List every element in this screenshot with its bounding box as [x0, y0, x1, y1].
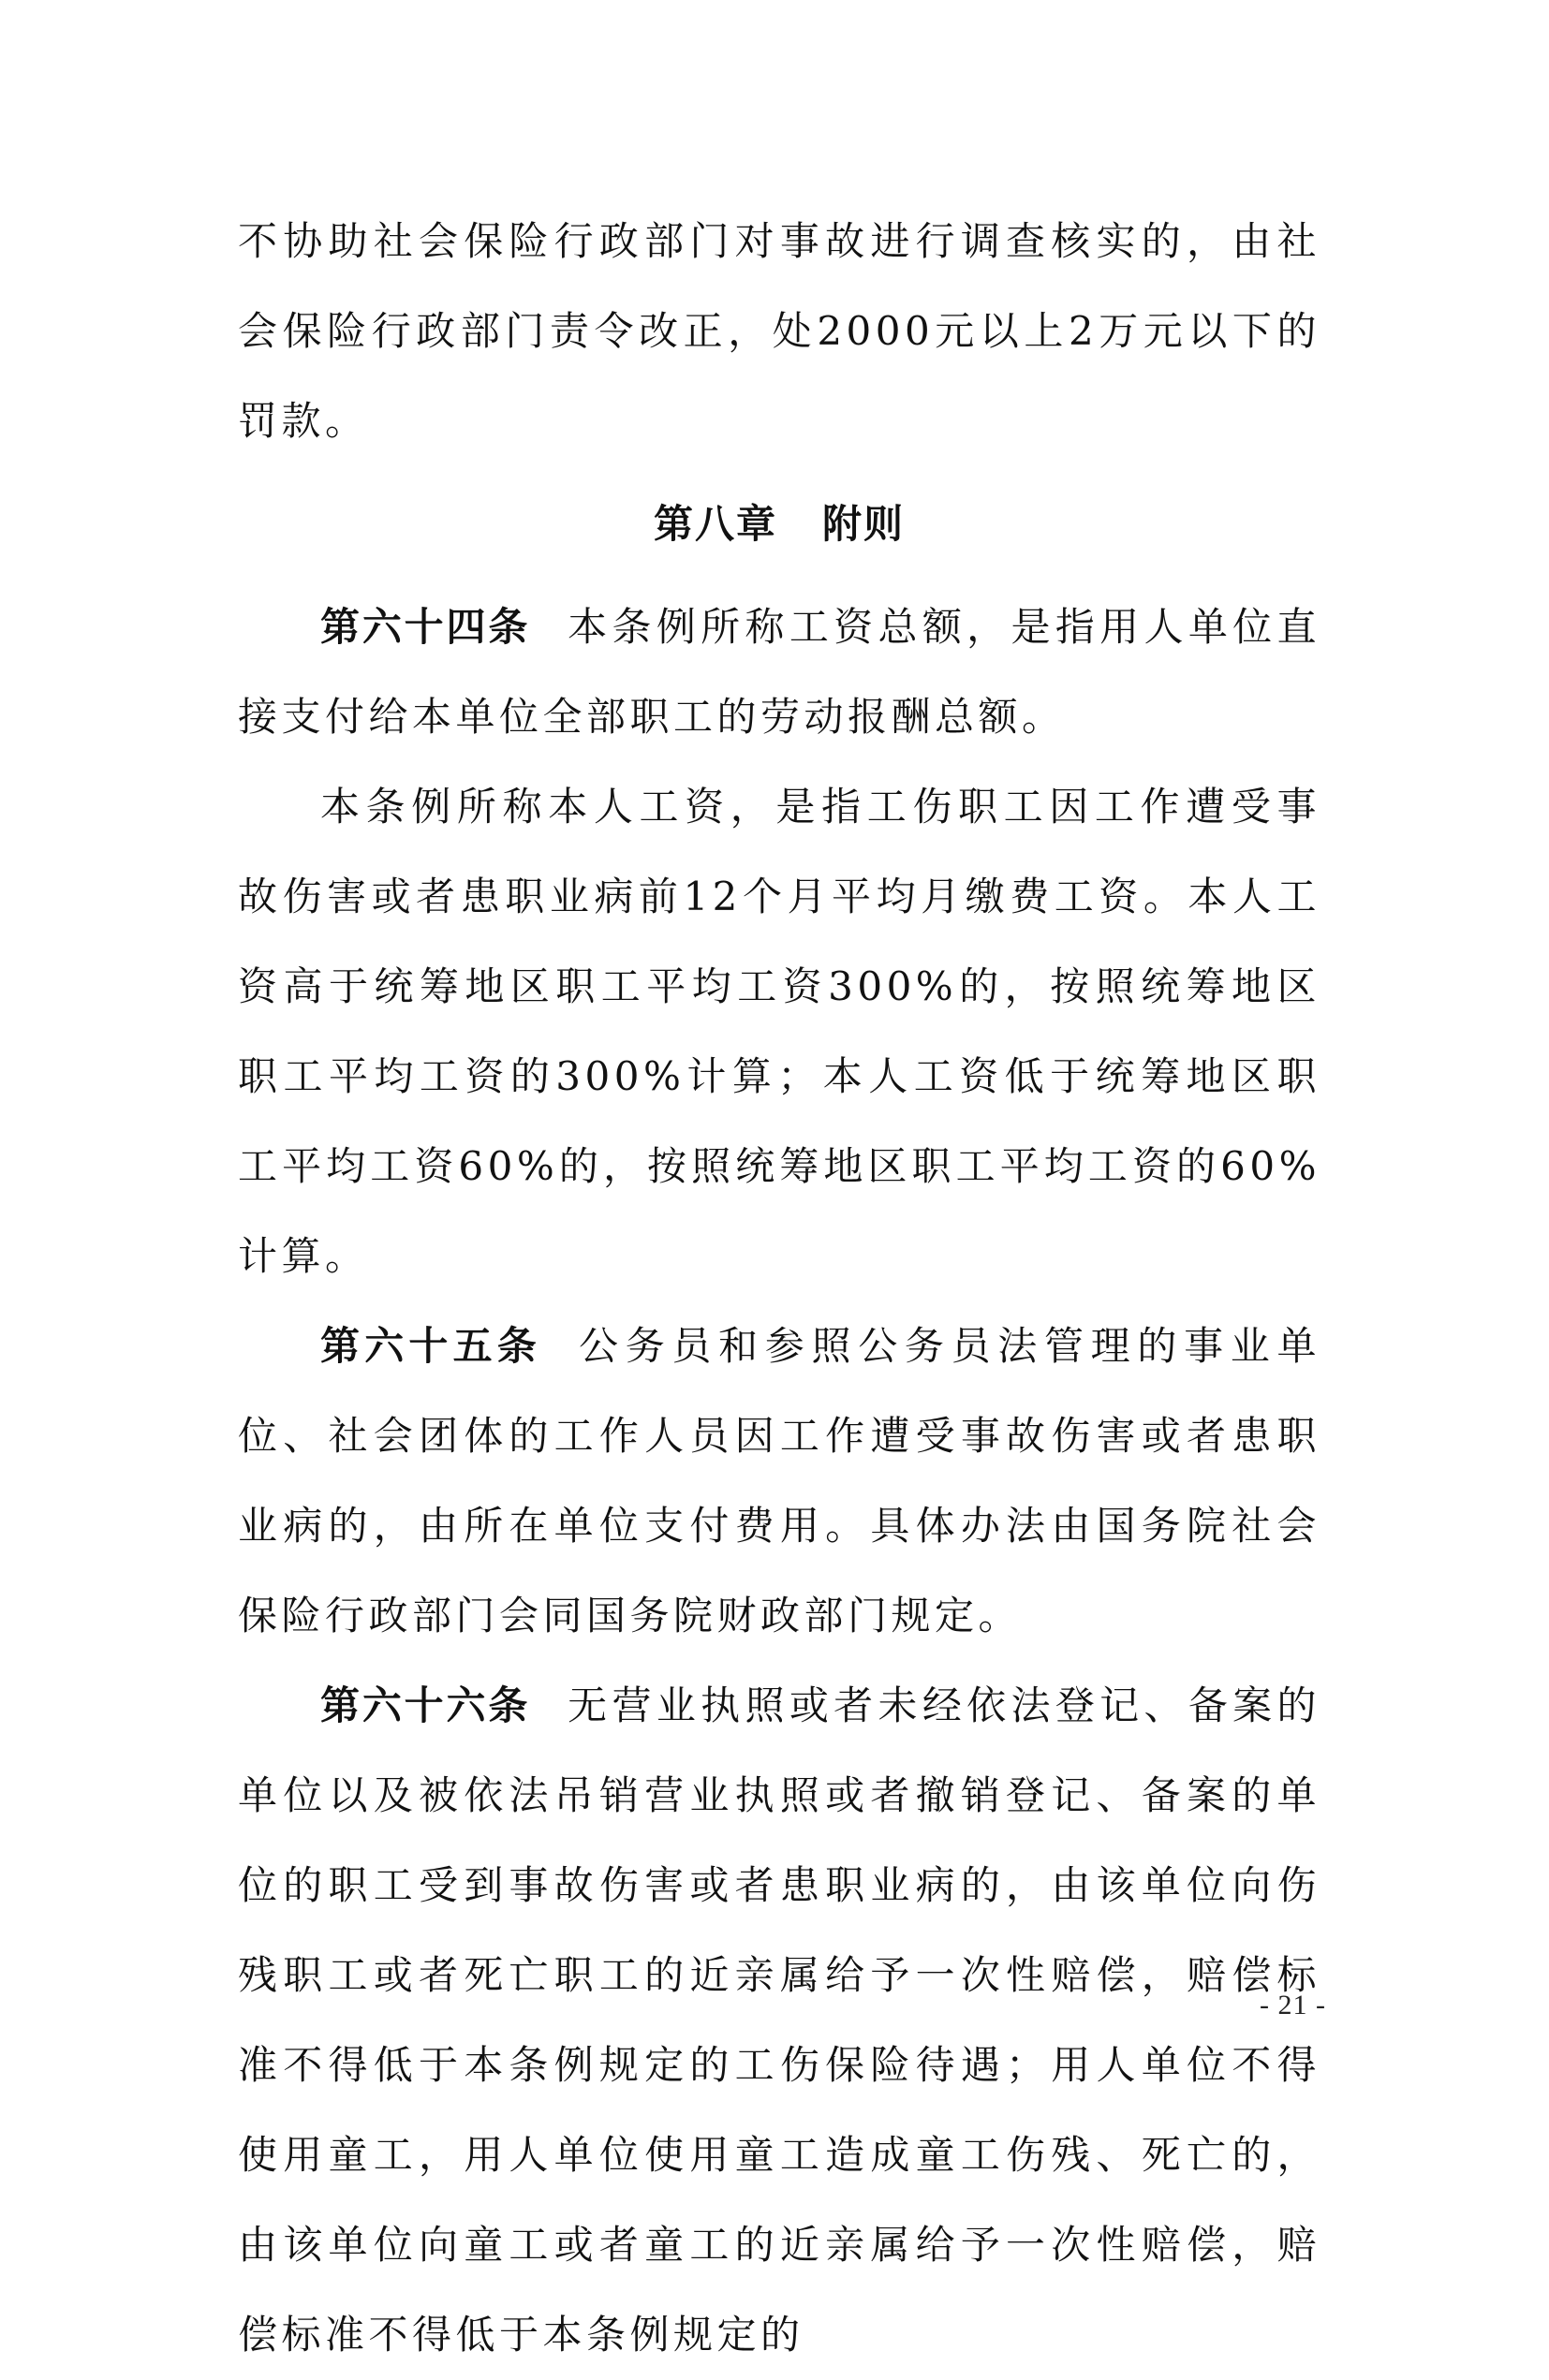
page-body [238, 197, 1320, 2380]
article-66-text-1: 无营业执照或者未经依法登记、备案的单位以及被依法吊销营业执照或者撤销登记、备案的单位的职工受到事故伤害或者患职业病的，由该单位向伤残职工或者死亡职工的近亲属给予一次性赔偿，赔偿标准不得低于本条例规定的工伤保险待遇；用人单位不得使用童工，用人单位使用童工造成童工伤残、死亡的，由该单位向童工或者童工的近亲属给予一次性赔偿，赔偿标准不得低于本条例规定的 [238, 1682, 1320, 2358]
article-66-label: 第六十六条 [320, 1682, 531, 1728]
page-number: - 21 - [1260, 1990, 1326, 2020]
chapter-title: 附则 [822, 501, 906, 547]
article-65-text-1: 公务员和参照公务员法管理的事业单位、社会团体的工作人员因工作遭受事故伤害或者患职业病的，由所在单位支付费用。具体办法由国务院社会保险行政部门会同国务院财政部门规定。 [238, 1323, 1320, 1638]
article-64-text-1: 本条例所称工资总额，是指用人单位直接支付给本单位全部职工的劳动报酬总额。 [238, 604, 1320, 740]
chapter-heading [238, 466, 1320, 582]
article-65-paragraph-1 [238, 1301, 1320, 1661]
continuation-paragraph: 不协助社会保险行政部门对事故进行调查核实的，由社会保险行政部门责令改正，处2000元以上2万元以下的罚款。 [238, 218, 1320, 444]
article-65-label: 第六十五条 [320, 1323, 541, 1369]
article-64-text-2: 本条例所称本人工资，是指工伤职工因工作遭受事故伤害或者患职业病前12个月平均月缴费工资。本人工资高于统筹地区职工平均工资300%的，按照统筹地区职工平均工资的300%计算；本人工资低于统筹地区职工平均工资60%的，按照统筹地区职工平均工资的60%计算。 [238, 784, 1320, 1279]
chapter-number: 第八章 [653, 501, 777, 547]
article-64-paragraph-2 [238, 762, 1320, 1301]
article-64-label: 第六十四条 [320, 604, 531, 650]
article-66-paragraph-1 [238, 1661, 1320, 2380]
article-64-paragraph-1 [238, 582, 1320, 762]
